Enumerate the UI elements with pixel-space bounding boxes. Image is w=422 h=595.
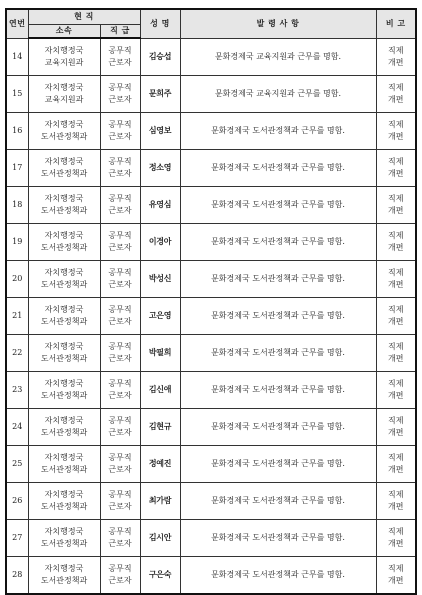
row-affiliation — [28, 483, 100, 520]
row-number — [6, 38, 28, 76]
row-remark — [376, 520, 416, 557]
row-grade-line: 공무직 — [108, 379, 132, 388]
row-remark-line: 직제 — [388, 231, 404, 240]
table-row — [6, 261, 416, 298]
row-grade-line: 공무직 — [108, 305, 132, 314]
row-number — [6, 76, 28, 113]
row-order-line: 문화경제국 도서관정책과 근무를 명함. — [211, 385, 345, 394]
row-affiliation-line: 도서관정책과 — [40, 243, 88, 252]
row-affiliation — [28, 372, 100, 409]
row-number-line: 28 — [12, 570, 23, 579]
row-remark — [376, 150, 416, 187]
row-grade-line: 공무직 — [108, 268, 132, 277]
row-affiliation-line: 도서관정책과 — [40, 206, 88, 215]
row-remark — [376, 76, 416, 113]
row-remark-line: 직제 — [388, 45, 404, 55]
row-number-line: 16 — [12, 126, 23, 135]
row-name-line: 최가람 — [148, 496, 172, 505]
row-order-line: 문화경제국 도서관정책과 근무를 명함. — [211, 496, 345, 505]
row-remark-line: 개편 — [388, 354, 404, 363]
row-grade-line: 공무직 — [108, 46, 132, 55]
row-affiliation-line: 도서관정책과 — [40, 354, 88, 363]
row-order — [180, 187, 376, 224]
row-remark — [376, 38, 416, 76]
row-affiliation — [28, 557, 100, 595]
row-grade — [100, 298, 140, 335]
row-grade-line: 공무직 — [108, 564, 132, 573]
row-affiliation-line: 도서관정책과 — [40, 576, 88, 585]
row-name — [140, 446, 180, 483]
row-grade-line: 근로자 — [108, 95, 132, 104]
row-affiliation-line: 도서관정책과 — [40, 539, 88, 548]
row-name-line: 정소영 — [148, 163, 172, 172]
row-order — [180, 298, 376, 335]
row-remark-line: 직제 — [388, 194, 404, 203]
row-grade-line: 공무직 — [108, 83, 132, 92]
row-remark-line: 직제 — [388, 379, 404, 388]
table-row — [6, 446, 416, 483]
header-current-position: 현 직 — [28, 9, 140, 25]
row-order — [180, 261, 376, 298]
row-name — [140, 187, 180, 224]
row-number — [6, 446, 28, 483]
row-affiliation — [28, 224, 100, 261]
row-affiliation-line: 도서관정책과 — [40, 502, 88, 511]
row-grade — [100, 483, 140, 520]
row-name — [140, 557, 180, 595]
row-order — [180, 150, 376, 187]
row-remark-line: 직제 — [388, 416, 404, 425]
row-order-line: 문화경제국 도서관정책과 근무를 명함. — [211, 570, 345, 579]
row-remark-line: 개편 — [388, 206, 404, 215]
row-affiliation-line: 자치행정국 — [44, 194, 84, 203]
row-grade-line: 공무직 — [108, 157, 132, 166]
row-order-line: 문화경제국 도서관정책과 근무를 명함. — [211, 459, 345, 468]
table-row — [6, 224, 416, 261]
row-affiliation-line: 자치행정국 — [44, 527, 84, 536]
table-row — [6, 113, 416, 150]
row-order-line: 문화경제국 도서관정책과 근무를 명함. — [211, 348, 345, 357]
row-number-line: 15 — [12, 89, 23, 98]
header-name: 성 명 — [140, 9, 180, 38]
row-remark-line: 직제 — [388, 490, 404, 499]
row-name-line: 박필희 — [148, 348, 172, 357]
row-grade-line: 공무직 — [108, 231, 132, 240]
row-affiliation-line: 자치행정국 — [44, 83, 84, 92]
row-number — [6, 187, 28, 224]
row-name-line: 심영보 — [148, 126, 172, 135]
row-grade-line: 공무직 — [108, 342, 132, 351]
row-order-line: 문화경제국 도서관정책과 근무를 명함. — [211, 163, 345, 172]
row-grade-line: 근로자 — [108, 576, 132, 585]
row-affiliation-line: 도서관정책과 — [40, 428, 88, 437]
row-remark-line: 개편 — [388, 465, 404, 474]
row-affiliation — [28, 187, 100, 224]
row-name — [140, 150, 180, 187]
row-grade — [100, 224, 140, 261]
table-row — [6, 38, 416, 76]
table-row — [6, 409, 416, 446]
row-name — [140, 113, 180, 150]
row-grade-line: 근로자 — [108, 317, 132, 326]
header-seq: 연번 — [6, 9, 28, 38]
row-grade — [100, 187, 140, 224]
row-order — [180, 38, 376, 76]
row-affiliation-line: 자치행정국 — [44, 564, 84, 573]
row-affiliation-line: 자치행정국 — [44, 453, 84, 462]
row-order-line: 문화경제국 도서관정책과 근무를 명함. — [211, 533, 345, 542]
row-number-line: 23 — [12, 385, 23, 394]
row-remark — [376, 298, 416, 335]
row-remark-line: 직제 — [388, 342, 404, 351]
row-number-line: 19 — [12, 237, 23, 246]
row-grade-line: 근로자 — [108, 169, 132, 178]
row-grade — [100, 520, 140, 557]
row-name-line: 김신애 — [148, 385, 172, 394]
table-row — [6, 76, 416, 113]
row-number-line: 24 — [12, 422, 23, 431]
row-number-line: 25 — [12, 459, 23, 468]
row-grade-line: 근로자 — [108, 58, 132, 67]
table-row — [6, 335, 416, 372]
table-row — [6, 372, 416, 409]
row-order-line: 문화경제국 교육지원과 근무를 명함. — [214, 51, 342, 61]
row-remark-line: 개편 — [388, 428, 404, 437]
row-remark-line: 개편 — [388, 95, 404, 104]
row-order — [180, 557, 376, 595]
row-remark-line: 직제 — [388, 157, 404, 166]
row-affiliation-line: 도서관정책과 — [40, 280, 88, 289]
row-remark-line: 개편 — [388, 576, 404, 585]
row-remark-line: 직제 — [388, 83, 404, 92]
row-name — [140, 224, 180, 261]
row-affiliation-line: 도서관정책과 — [40, 465, 88, 474]
row-remark-line: 개편 — [388, 502, 404, 511]
row-remark-line: 직제 — [388, 453, 404, 462]
header-affiliation: 소속 — [28, 25, 100, 39]
row-name-line: 박성신 — [148, 274, 172, 283]
table-row — [6, 150, 416, 187]
row-order — [180, 446, 376, 483]
row-affiliation-line: 자치행정국 — [44, 305, 84, 314]
row-order — [180, 409, 376, 446]
row-name — [140, 372, 180, 409]
row-affiliation — [28, 76, 100, 113]
row-order — [180, 76, 376, 113]
row-affiliation-line: 도서관정책과 — [40, 391, 88, 400]
row-number — [6, 520, 28, 557]
row-name-line: 고은영 — [148, 311, 172, 320]
row-remark — [376, 372, 416, 409]
row-grade — [100, 261, 140, 298]
row-grade — [100, 446, 140, 483]
row-remark-line: 개편 — [388, 169, 404, 178]
row-order — [180, 335, 376, 372]
row-affiliation — [28, 261, 100, 298]
row-affiliation-line: 자치행정국 — [44, 379, 84, 388]
row-number — [6, 150, 28, 187]
row-name — [140, 76, 180, 113]
table-body — [6, 38, 416, 594]
row-remark-line: 직제 — [388, 120, 404, 129]
row-grade-line: 공무직 — [108, 194, 132, 203]
row-name-line: 이경아 — [148, 237, 172, 246]
row-number — [6, 261, 28, 298]
row-grade-line: 근로자 — [108, 465, 132, 474]
row-affiliation — [28, 38, 100, 76]
row-affiliation-line: 자치행정국 — [44, 120, 84, 129]
row-name — [140, 335, 180, 372]
row-grade-line: 근로자 — [108, 539, 132, 548]
row-remark-line: 개편 — [388, 317, 404, 326]
row-remark-line: 개편 — [388, 132, 404, 141]
row-order — [180, 113, 376, 150]
row-order-line: 문화경제국 도서관정책과 근무를 명함. — [211, 311, 345, 320]
row-remark-line: 직제 — [388, 564, 404, 573]
row-affiliation — [28, 113, 100, 150]
row-affiliation-line: 교육지원과 — [44, 95, 84, 104]
row-order — [180, 224, 376, 261]
table-row — [6, 483, 416, 520]
row-grade-line: 근로자 — [108, 132, 132, 141]
row-grade — [100, 76, 140, 113]
row-name — [140, 520, 180, 557]
row-affiliation — [28, 335, 100, 372]
row-affiliation-line: 교육지원과 — [44, 58, 84, 67]
row-remark — [376, 409, 416, 446]
row-grade — [100, 372, 140, 409]
row-grade-line: 근로자 — [108, 280, 132, 289]
row-grade-line: 근로자 — [108, 354, 132, 363]
row-order-line: 문화경제국 도서관정책과 근무를 명함. — [211, 274, 345, 283]
row-grade-line: 공무직 — [108, 416, 132, 425]
table-row — [6, 520, 416, 557]
table-header-row — [6, 9, 416, 25]
row-name-line: 문희주 — [148, 89, 172, 98]
row-name — [140, 483, 180, 520]
row-grade-line: 근로자 — [108, 502, 132, 511]
row-grade — [100, 335, 140, 372]
row-number — [6, 483, 28, 520]
row-affiliation-line: 자치행정국 — [44, 342, 84, 351]
row-order-line: 문화경제국 도서관정책과 근무를 명함. — [211, 422, 345, 431]
row-name-line: 구은숙 — [148, 570, 172, 579]
row-remark — [376, 446, 416, 483]
row-grade — [100, 557, 140, 595]
row-number — [6, 113, 28, 150]
row-affiliation-line: 자치행정국 — [44, 416, 84, 425]
row-name — [140, 298, 180, 335]
row-order — [180, 372, 376, 409]
row-remark — [376, 261, 416, 298]
row-grade-line: 공무직 — [108, 490, 132, 499]
row-name-line: 정예진 — [148, 459, 172, 468]
row-number-line: 20 — [12, 274, 23, 283]
row-affiliation — [28, 446, 100, 483]
row-grade-line: 공무직 — [108, 120, 132, 129]
row-affiliation — [28, 150, 100, 187]
row-grade-line: 근로자 — [108, 428, 132, 437]
row-remark-line: 직제 — [388, 527, 404, 536]
row-order — [180, 520, 376, 557]
row-grade — [100, 409, 140, 446]
row-affiliation-line: 도서관정책과 — [40, 132, 88, 141]
row-grade — [100, 150, 140, 187]
row-number — [6, 557, 28, 595]
row-grade — [100, 38, 140, 76]
row-affiliation-line: 도서관정책과 — [40, 169, 88, 178]
row-grade — [100, 113, 140, 150]
row-number — [6, 409, 28, 446]
header-remark: 비 고 — [376, 9, 416, 38]
row-remark — [376, 113, 416, 150]
row-name — [140, 261, 180, 298]
row-grade-line: 근로자 — [108, 243, 132, 252]
row-number — [6, 224, 28, 261]
row-number — [6, 335, 28, 372]
row-remark-line: 개편 — [388, 280, 404, 289]
row-order — [180, 483, 376, 520]
row-remark-line: 직제 — [388, 268, 404, 277]
row-affiliation — [28, 298, 100, 335]
row-remark — [376, 557, 416, 595]
row-remark — [376, 187, 416, 224]
row-grade-line: 공무직 — [108, 527, 132, 536]
row-number-line: 22 — [12, 348, 23, 357]
row-name — [140, 409, 180, 446]
row-grade-line: 근로자 — [108, 206, 132, 215]
table-row — [6, 298, 416, 335]
row-affiliation — [28, 520, 100, 557]
row-number-line: 27 — [12, 533, 23, 542]
row-remark — [376, 335, 416, 372]
row-name-line: 김시안 — [148, 533, 172, 542]
row-affiliation-line: 자치행정국 — [44, 157, 84, 166]
personnel-order-table — [5, 8, 417, 595]
row-name — [140, 38, 180, 76]
row-remark-line: 개편 — [388, 243, 404, 252]
row-affiliation-line: 자치행정국 — [44, 268, 84, 277]
row-affiliation-line: 도서관정책과 — [40, 317, 88, 326]
row-number-line: 21 — [12, 311, 23, 320]
row-affiliation-line: 자치행정국 — [44, 46, 84, 55]
row-affiliation-line: 자치행정국 — [44, 490, 84, 499]
row-number-line: 18 — [12, 200, 23, 209]
row-number — [6, 372, 28, 409]
table-row — [6, 187, 416, 224]
row-number-line: 17 — [12, 163, 23, 172]
row-order-line: 문화경제국 교육지원과 근무를 명함. — [214, 89, 342, 98]
header-order: 발 령 사 항 — [180, 9, 376, 38]
row-name-line: 김현규 — [148, 422, 172, 431]
row-remark — [376, 483, 416, 520]
row-number-line: 14 — [12, 51, 23, 61]
row-number — [6, 298, 28, 335]
row-grade-line: 근로자 — [108, 391, 132, 400]
row-name-line: 김승섭 — [148, 51, 172, 61]
row-remark-line: 개편 — [388, 57, 404, 67]
row-remark-line: 직제 — [388, 305, 404, 314]
row-remark-line: 개편 — [388, 391, 404, 400]
row-grade-line: 공무직 — [108, 453, 132, 462]
row-order-line: 문화경제국 도서관정책과 근무를 명함. — [211, 126, 345, 135]
row-remark — [376, 224, 416, 261]
header-grade: 직 급 — [100, 25, 140, 39]
row-remark-line: 개편 — [388, 539, 404, 548]
row-order-line: 문화경제국 도서관정책과 근무를 명함. — [211, 237, 345, 246]
table-row — [6, 557, 416, 595]
row-number-line: 26 — [12, 496, 23, 505]
row-affiliation — [28, 409, 100, 446]
row-name-line: 유영심 — [148, 200, 172, 209]
row-order-line: 문화경제국 도서관정책과 근무를 명함. — [211, 200, 345, 209]
row-affiliation-line: 자치행정국 — [44, 231, 84, 240]
